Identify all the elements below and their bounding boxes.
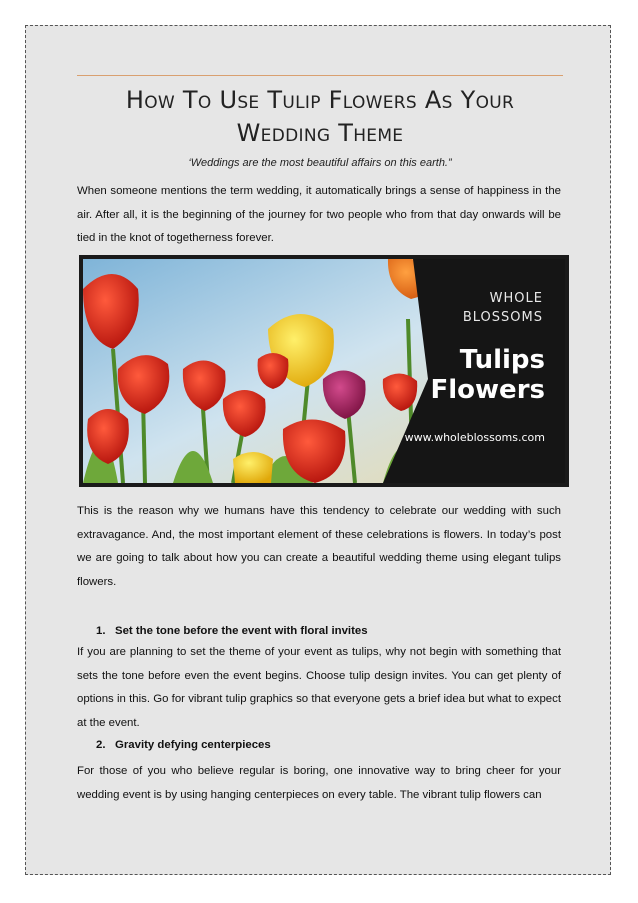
brand-line-1: WHOLE (489, 291, 543, 306)
section-2-heading: 2. Gravity defying centerpieces (96, 739, 271, 751)
article-quote: ‘Weddings are the most beautiful affairs on this earth.” (188, 157, 452, 169)
section-1-heading: 1. Set the tone before the event with floral invites (96, 625, 368, 637)
banner-url: www.wholeblossoms.com (404, 431, 545, 444)
body-paragraph: This is the reason why we humans have this tendency to celebrate our wedding with such extravagance. And, the most important element of these celebrations is flowers. In today’s post we are going to talk about how you can create a beautiful wedding theme using elegant tulips flowers. (77, 505, 561, 588)
header-rule (77, 75, 563, 76)
brand-name (403, 289, 543, 327)
intro-paragraph: When someone mentions the term wedding, it automatically brings a sense of happiness in the air. After all, it is the beginning of the journey for two people who from that day onwards will be tied in the knot of togetherness forever. (77, 185, 561, 244)
banner-headline (395, 345, 545, 405)
title-line-2: Wedding Theme (236, 119, 404, 147)
tulips-banner-image (79, 255, 569, 487)
headline-line-2: Flowers (430, 375, 545, 405)
section-2-text: For those of you who believe regular is boring, one innovative way to bring cheer for your wedding event is by using hanging centerpieces on every table. The vibrant tulip flowers can (77, 765, 561, 801)
brand-line-2: BLOSSOMS (462, 310, 543, 325)
title-line-1: How To Use Tulip Flowers As Your (125, 86, 515, 114)
section-1-text: If you are planning to set the theme of your event as tulips, why not begin with something that sets the tone before even the event begins. Choose tulip design invites. You can get plenty of options in this. Go for vibrant tulip graphics so that everyone gets a brief idea but what to expect at the event. (77, 646, 561, 729)
headline-line-1: Tulips (459, 345, 545, 375)
article-title (77, 84, 563, 150)
